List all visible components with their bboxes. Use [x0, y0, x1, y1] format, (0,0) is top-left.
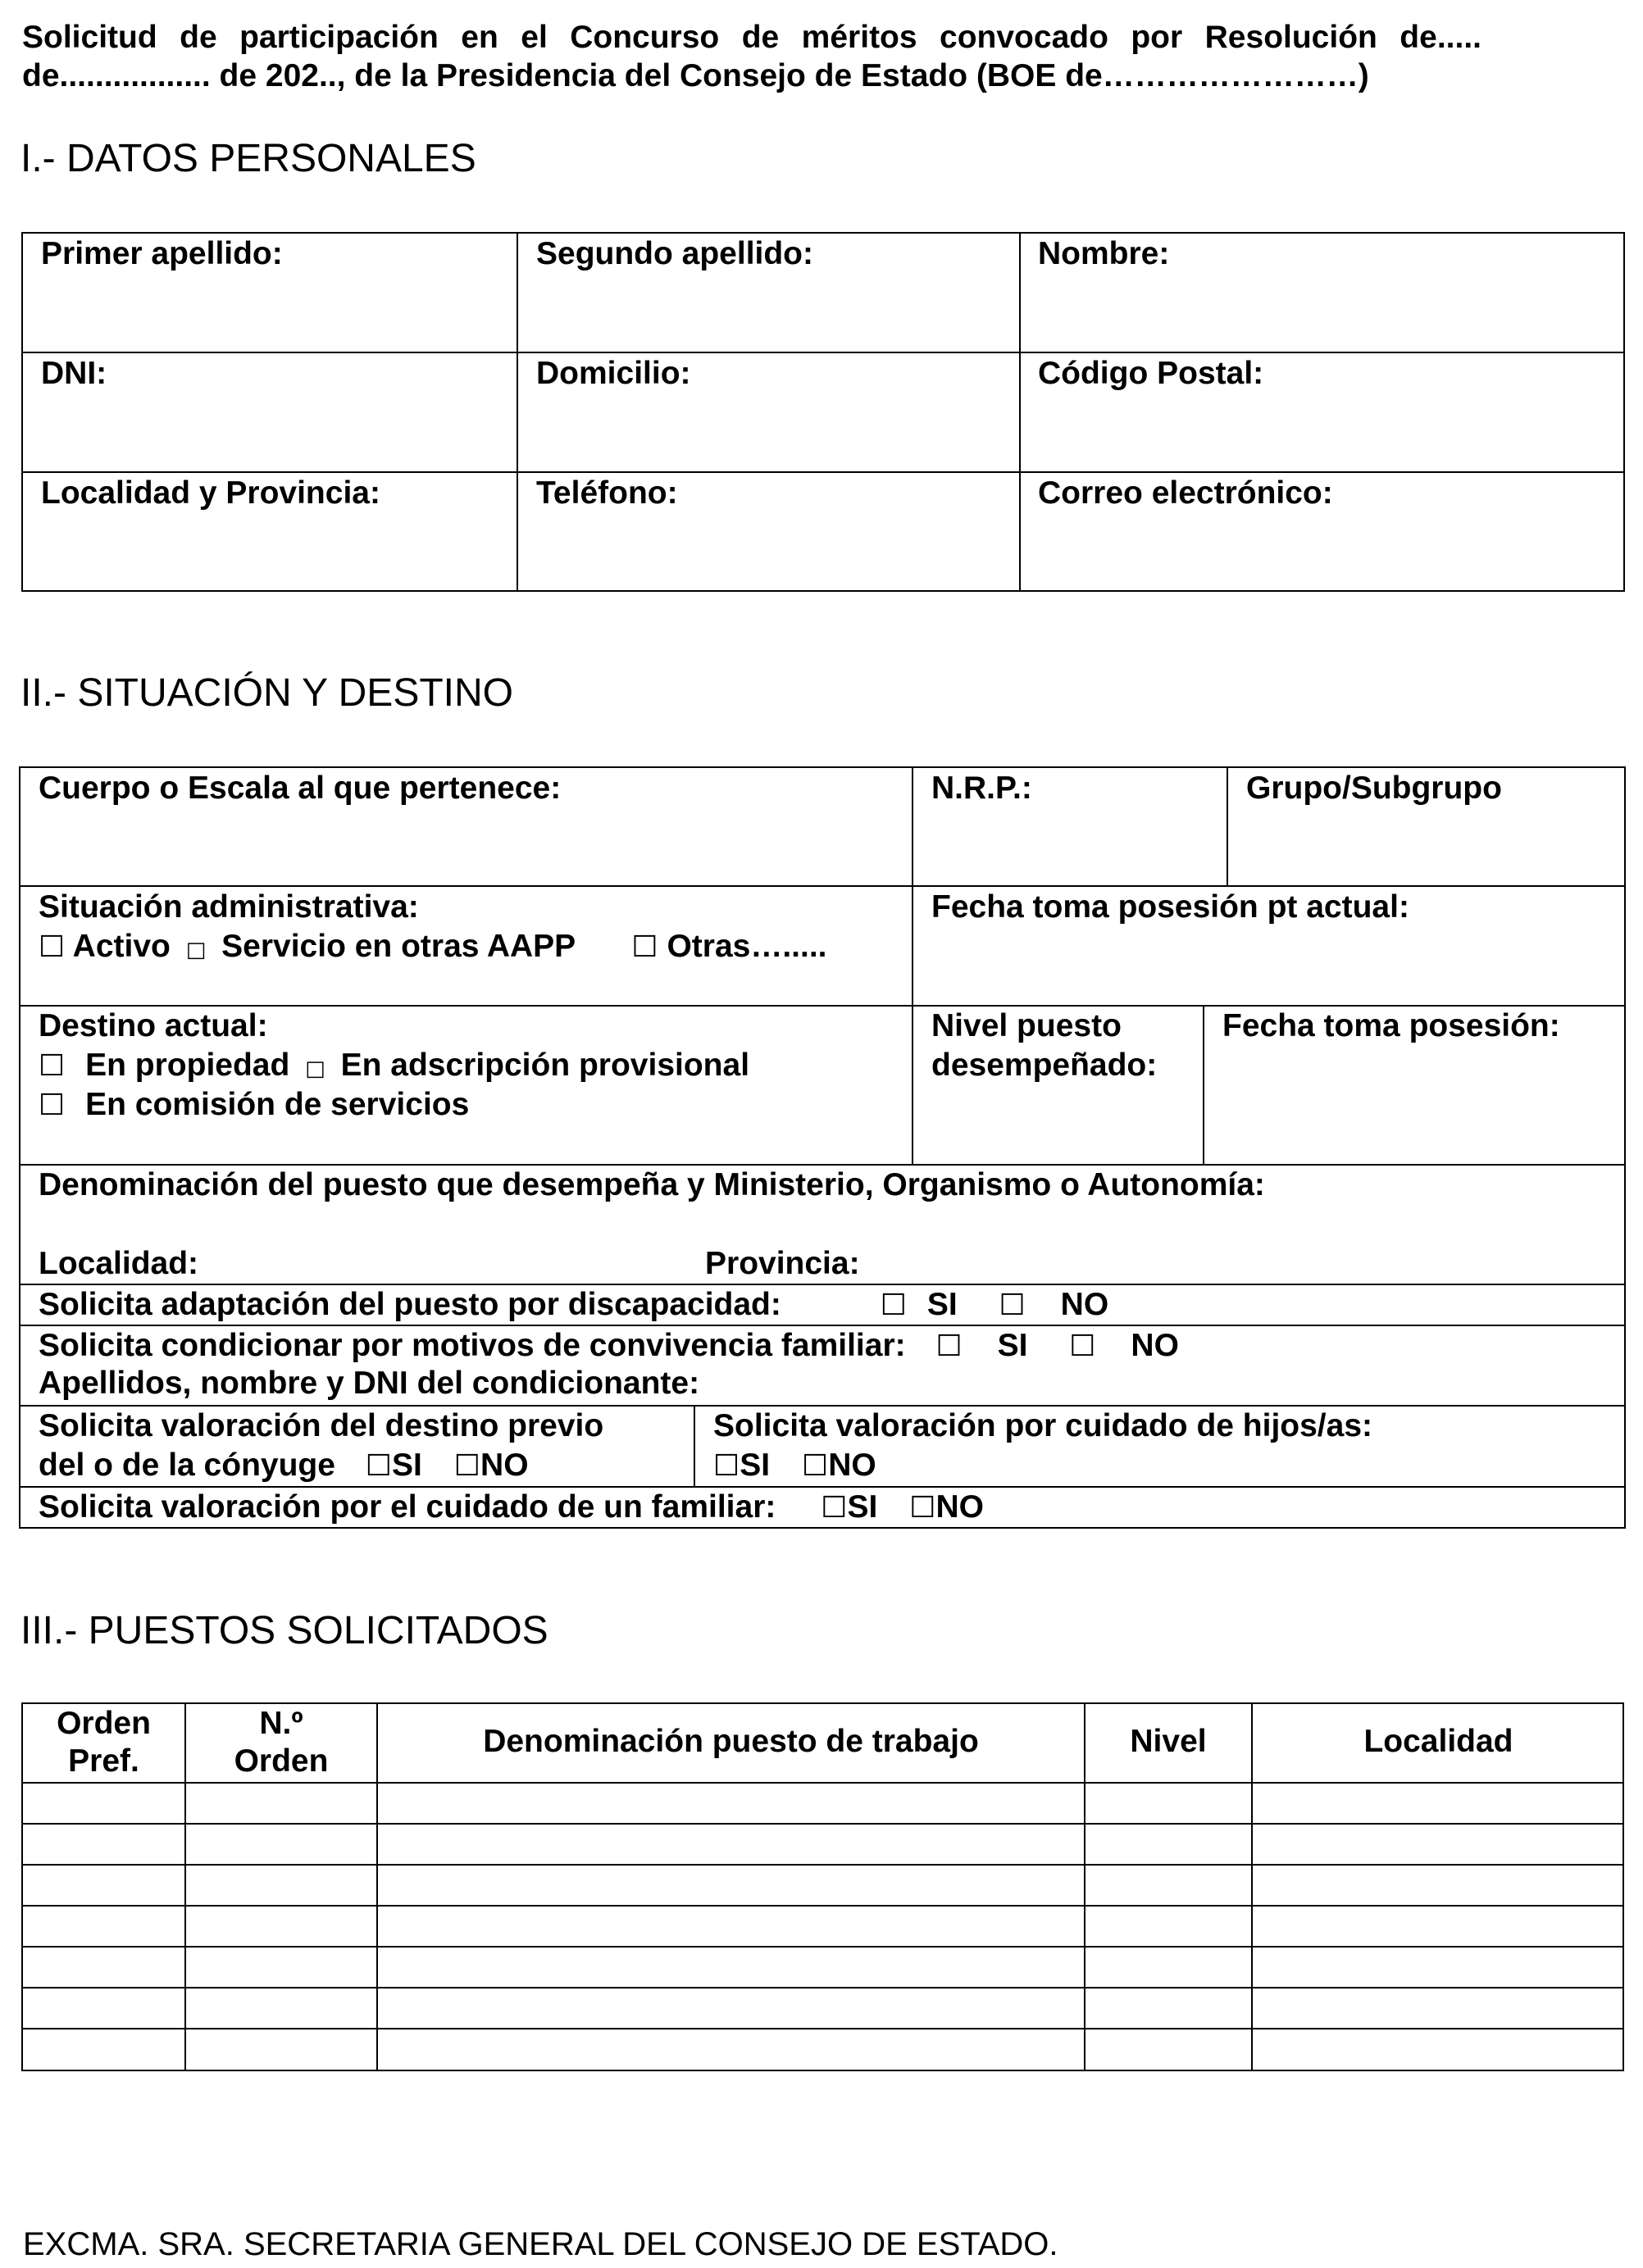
condicionar-row: [39, 1326, 1179, 1366]
cuidado-hijos-si-label: SI: [740, 1448, 771, 1483]
section-title-puestos-solicitados: III.- PUESTOS SOLICITADOS: [20, 1609, 548, 1652]
table-divider: [21, 1782, 1624, 1784]
destino-options-row-2: [39, 1085, 469, 1125]
en-adscripcion-checkbox[interactable]: □: [305, 1057, 325, 1081]
table-divider: [21, 1823, 1624, 1825]
grupo-subgrupo-field[interactable]: Grupo/Subgrupo: [1246, 770, 1502, 806]
destino-previo-label-2: del o de la cónyuge: [39, 1448, 335, 1483]
segundo-apellido-field[interactable]: Segundo apellido:: [536, 236, 813, 271]
cuidado-hijos-row: [713, 1446, 876, 1486]
destino-actual-label: Destino actual:: [39, 1008, 268, 1043]
adaptacion-no-label: NO: [1060, 1287, 1109, 1322]
table-divider: [1019, 232, 1021, 592]
cuidado-familiar-no-label: NO: [935, 1489, 984, 1525]
header-orden-pref-line-2: Pref.: [68, 1743, 139, 1779]
cuidado-familiar-no-checkbox[interactable]: ☐: [909, 1491, 936, 1525]
section-title-datos-personales: I.- DATOS PERSONALES: [20, 137, 476, 180]
condicionar-no-checkbox[interactable]: ☐: [1069, 1329, 1096, 1363]
condicionar-si-label: SI: [997, 1328, 1028, 1363]
en-comision-checkbox[interactable]: ☐: [39, 1089, 66, 1122]
condicionar-label: Solicita condicionar por motivos de convivencia familiar:: [39, 1328, 906, 1363]
table-divider: [1203, 1005, 1204, 1164]
dni-field[interactable]: DNI:: [41, 356, 107, 391]
correo-field[interactable]: Correo electrónico:: [1038, 475, 1333, 511]
table-divider: [21, 1946, 1624, 1948]
condicionar-si-checkbox[interactable]: ☐: [935, 1329, 963, 1363]
cuidado-hijos-no-checkbox[interactable]: ☐: [801, 1449, 829, 1483]
header-n-orden-line-1: N.º: [259, 1706, 303, 1741]
nivel-puesto-label-1: Nivel puesto: [931, 1008, 1122, 1043]
cuidado-familiar-si-label: SI: [847, 1489, 878, 1525]
table-divider: [21, 1987, 1624, 1988]
cuidado-hijos-si-checkbox[interactable]: ☐: [713, 1449, 740, 1483]
table-divider: [694, 1405, 695, 1486]
nrp-field[interactable]: N.R.P.:: [931, 770, 1032, 806]
servicio-otras-checkbox[interactable]: □: [185, 938, 207, 962]
condicionante-field[interactable]: Apellidos, nombre y DNI del condicionante:: [39, 1366, 700, 1401]
datos-personales-table: [21, 232, 1625, 592]
header-localidad: Localidad: [1363, 1724, 1513, 1759]
table-divider: [912, 766, 913, 1164]
denominacion-puesto-field[interactable]: Denominación del puesto que desempeña y Ministerio, Organismo o Autonomía:: [39, 1167, 1265, 1202]
situacion-administrativa-label: Situación administrativa:: [39, 889, 419, 925]
header-orden-pref-line-1: Orden: [57, 1706, 151, 1741]
adaptacion-no-checkbox[interactable]: ☐: [999, 1289, 1026, 1322]
header-denominacion: Denominación puesto de trabajo: [483, 1724, 979, 1759]
table-divider: [21, 471, 1625, 473]
intro-line-2: de................. de 202.., de la Presidencia del Consejo de Estado (BOE de……………………): [22, 58, 1369, 93]
en-propiedad-label: En propiedad: [85, 1048, 290, 1083]
table-divider: [21, 352, 1625, 353]
adaptacion-si-label: SI: [926, 1287, 958, 1322]
header-nivel: Nivel: [1130, 1724, 1207, 1759]
fecha-posesion-pt-field[interactable]: Fecha toma posesión pt actual:: [931, 889, 1409, 925]
destino-previo-row: [39, 1446, 529, 1486]
table-divider: [21, 2028, 1624, 2029]
section-title-situacion-destino: II.- SITUACIÓN Y DESTINO: [20, 671, 513, 715]
en-comision-label: En comisión de servicios: [85, 1087, 470, 1122]
cuerpo-escala-field[interactable]: Cuerpo o Escala al que pertenece:: [39, 770, 562, 806]
en-propiedad-checkbox[interactable]: ☐: [39, 1049, 66, 1083]
table-divider: [517, 232, 518, 592]
destino-previo-si-checkbox[interactable]: ☐: [365, 1449, 393, 1483]
header-n-orden: [186, 1705, 376, 1780]
otras-label: Otras….....: [667, 929, 827, 964]
primer-apellido-field[interactable]: Primer apellido:: [41, 236, 283, 271]
cuidado-hijos-no-label: NO: [828, 1448, 876, 1483]
telefono-field[interactable]: Teléfono:: [536, 475, 678, 511]
footer-recipient: EXCMA. SRA. SECRETARIA GENERAL DEL CONSEJO DE ESTADO.: [23, 2226, 1058, 2262]
condicionar-no-label: NO: [1131, 1328, 1179, 1363]
destino-options-row-1: [39, 1046, 749, 1089]
header-n-orden-line-2: Orden: [234, 1743, 329, 1779]
adaptacion-si-checkbox[interactable]: ☐: [880, 1289, 907, 1322]
table-divider: [1227, 766, 1228, 885]
intro-line-1: Solicitud de participación en el Concurso de méritos convocado por Resolución de.....: [22, 20, 1481, 55]
destino-previo-label-1: Solicita valoración del destino previo: [39, 1408, 604, 1443]
destino-previo-si-label: SI: [392, 1448, 422, 1483]
nombre-field[interactable]: Nombre:: [1038, 236, 1170, 271]
header-orden-pref: [23, 1705, 184, 1780]
localidad-provincia-field[interactable]: Localidad y Provincia:: [41, 475, 380, 511]
adaptacion-discapacidad-row: [39, 1285, 1108, 1325]
table-divider: [19, 885, 1626, 887]
activo-label: Activo: [72, 929, 171, 964]
cuidado-hijos-label: Solicita valoración por cuidado de hijos/as:: [713, 1408, 1373, 1443]
en-adscripcion-label: En adscripción provisional: [340, 1048, 750, 1083]
provincia-field[interactable]: Provincia:: [705, 1246, 860, 1281]
situacion-options: [39, 927, 827, 970]
table-divider: [21, 1864, 1624, 1866]
activo-checkbox[interactable]: ☐: [39, 930, 66, 964]
domicilio-field[interactable]: Domicilio:: [536, 356, 691, 391]
table-divider: [21, 1905, 1624, 1907]
adaptacion-label: Solicita adaptación del puesto por discapacidad:: [39, 1287, 781, 1322]
cuidado-familiar-si-checkbox[interactable]: ☐: [821, 1491, 848, 1525]
otras-checkbox[interactable]: ☐: [631, 930, 658, 964]
destino-previo-no-checkbox[interactable]: ☐: [453, 1449, 481, 1483]
localidad-field[interactable]: Localidad:: [39, 1246, 199, 1281]
intro-text: [22, 18, 1481, 95]
cuidado-familiar-row: [39, 1488, 984, 1528]
servicio-otras-label: Servicio en otras AAPP: [221, 929, 576, 964]
cuidado-familiar-label: Solicita valoración por el cuidado de un familiar:: [39, 1489, 776, 1525]
codigo-postal-field[interactable]: Código Postal:: [1038, 356, 1264, 391]
destino-previo-no-label: NO: [480, 1448, 529, 1483]
fecha-posesion-field[interactable]: Fecha toma posesión:: [1222, 1008, 1560, 1043]
nivel-puesto-label-2: desempeñado:: [931, 1048, 1158, 1083]
